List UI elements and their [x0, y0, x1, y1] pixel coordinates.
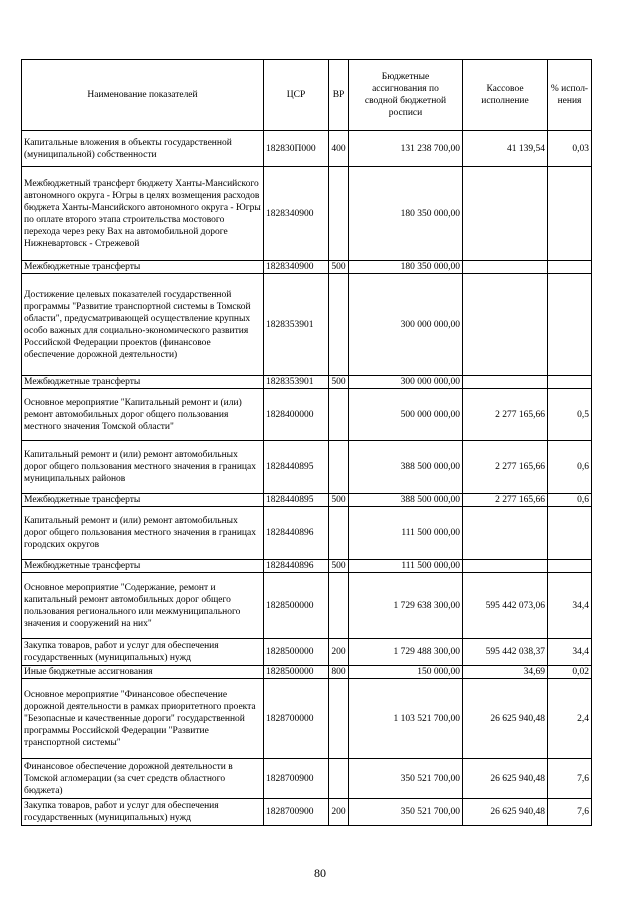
- table-row: [22, 759, 592, 799]
- row-budget: 350 521 700,00: [349, 759, 463, 799]
- header-budget: Бюджетные ассигнования по сводной бюджетной росписи: [349, 60, 463, 131]
- table-row: [22, 494, 592, 507]
- row-pct: 34,4: [548, 639, 592, 666]
- row-pct: [548, 376, 592, 389]
- row-name: Финансовое обеспечение дорожной деятельности в Томской агломерации (за счет средств областного бюджета): [22, 759, 264, 799]
- row-vr: [329, 507, 349, 560]
- row-budget: 388 500 000,00: [349, 441, 463, 494]
- header-name: Наименование показателей: [22, 60, 264, 131]
- table-row: [22, 131, 592, 167]
- row-pct: [548, 507, 592, 560]
- row-name: Иные бюджетные ассигнования: [22, 666, 264, 679]
- row-vr: 800: [329, 666, 349, 679]
- row-cash: 34,69: [463, 666, 548, 679]
- row-csr: 1828340900: [264, 261, 329, 274]
- row-pct: 34,4: [548, 573, 592, 639]
- row-cash: 2 277 165,66: [463, 441, 548, 494]
- row-pct: [548, 167, 592, 261]
- row-vr: [329, 679, 349, 759]
- row-pct: [548, 274, 592, 376]
- row-budget: 111 500 000,00: [349, 507, 463, 560]
- row-csr: 1828440896: [264, 560, 329, 573]
- row-vr: [329, 389, 349, 441]
- row-csr: 1828700900: [264, 759, 329, 799]
- row-name: Межбюджетные трансферты: [22, 494, 264, 507]
- page-number: 80: [314, 866, 326, 880]
- row-vr: 500: [329, 494, 349, 507]
- row-vr: 200: [329, 639, 349, 666]
- row-cash: 2 277 165,66: [463, 389, 548, 441]
- row-cash: 2 277 165,66: [463, 494, 548, 507]
- row-pct: 0,6: [548, 441, 592, 494]
- row-csr: 1828440895: [264, 494, 329, 507]
- table-row: [22, 274, 592, 376]
- row-pct: [548, 560, 592, 573]
- row-pct: 0,5: [548, 389, 592, 441]
- table-header-row: [22, 60, 592, 131]
- table-row: [22, 666, 592, 679]
- row-pct: 0,03: [548, 131, 592, 167]
- row-vr: [329, 759, 349, 799]
- row-cash: 26 625 940,48: [463, 799, 548, 826]
- row-csr: 1828440895: [264, 441, 329, 494]
- row-pct: 2,4: [548, 679, 592, 759]
- row-vr: 200: [329, 799, 349, 826]
- row-cash: [463, 261, 548, 274]
- row-csr: 1828353901: [264, 376, 329, 389]
- row-csr: 1828500000: [264, 639, 329, 666]
- table-row: [22, 389, 592, 441]
- row-vr: 500: [329, 560, 349, 573]
- row-budget: 350 521 700,00: [349, 799, 463, 826]
- row-name: Основное мероприятие "Капитальный ремонт и (или) ремонт автомобильных дорог общего пользования местного значения Томской области": [22, 389, 264, 441]
- row-name: Межбюджетные трансферты: [22, 376, 264, 389]
- row-csr: 1828353901: [264, 274, 329, 376]
- row-vr: 500: [329, 261, 349, 274]
- row-vr: [329, 573, 349, 639]
- row-csr: 1828400000: [264, 389, 329, 441]
- row-vr: [329, 441, 349, 494]
- row-cash: 26 625 940,48: [463, 759, 548, 799]
- budget-table: [21, 59, 592, 826]
- table-row: [22, 639, 592, 666]
- table-row: [22, 261, 592, 274]
- row-cash: 595 442 038,37: [463, 639, 548, 666]
- table-row: [22, 441, 592, 494]
- row-budget: 131 238 700,00: [349, 131, 463, 167]
- row-csr: 1828340900: [264, 167, 329, 261]
- row-cash: [463, 274, 548, 376]
- row-budget: 1 103 521 700,00: [349, 679, 463, 759]
- row-name: Капитальные вложения в объекты государственной (муниципальной) собственности: [22, 131, 264, 167]
- row-pct: 0,02: [548, 666, 592, 679]
- row-csr: 1828440896: [264, 507, 329, 560]
- row-cash: [463, 376, 548, 389]
- row-pct: 7,6: [548, 799, 592, 826]
- row-csr: 1828700900: [264, 799, 329, 826]
- table-row: [22, 799, 592, 826]
- row-budget: 500 000 000,00: [349, 389, 463, 441]
- row-budget: 180 350 000,00: [349, 261, 463, 274]
- row-vr: [329, 274, 349, 376]
- row-name: Капитальный ремонт и (или) ремонт автомобильных дорог общего пользования местного значения в границах муниципальных районов: [22, 441, 264, 494]
- row-budget: 1 729 638 300,00: [349, 573, 463, 639]
- header-csr: ЦСР: [264, 60, 329, 131]
- row-name: Капитальный ремонт и (или) ремонт автомобильных дорог общего пользования местного значения в границах городских округов: [22, 507, 264, 560]
- row-vr: 400: [329, 131, 349, 167]
- row-vr: 500: [329, 376, 349, 389]
- row-pct: 7,6: [548, 759, 592, 799]
- row-cash: 595 442 073,06: [463, 573, 548, 639]
- row-budget: 300 000 000,00: [349, 274, 463, 376]
- row-pct: [548, 261, 592, 274]
- row-budget: 300 000 000,00: [349, 376, 463, 389]
- table-row: [22, 376, 592, 389]
- row-budget: 111 500 000,00: [349, 560, 463, 573]
- row-name: Межбюджетный трансферт бюджету Ханты-Мансийского автономного округа - Югры в целях возмещения расходов бюджета Ханты-Мансийского автономного округа - Югры по оплате второго этапа строительства мостового перехода через реку Вах на автомобильной дороге Нижневартовск - Стрежевой: [22, 167, 264, 261]
- table-row: [22, 560, 592, 573]
- row-name: Закупка товаров, работ и услуг для обеспечения государственных (муниципальных) нужд: [22, 639, 264, 666]
- row-name: Межбюджетные трансферты: [22, 560, 264, 573]
- row-name: Межбюджетные трансферты: [22, 261, 264, 274]
- row-vr: [329, 167, 349, 261]
- row-name: Основное мероприятие "Содержание, ремонт и капитальный ремонт автомобильных дорог общего пользования регионального или межмуниципального значения и сооружений на них": [22, 573, 264, 639]
- header-pct: % испол-нения: [548, 60, 592, 131]
- row-cash: 26 625 940,48: [463, 679, 548, 759]
- row-budget: 388 500 000,00: [349, 494, 463, 507]
- table-row: [22, 167, 592, 261]
- header-cash: Кассовое исполнение: [463, 60, 548, 131]
- row-cash: [463, 560, 548, 573]
- row-csr: 182830П000: [264, 131, 329, 167]
- row-pct: 0,6: [548, 494, 592, 507]
- table-row: [22, 507, 592, 560]
- row-name: Закупка товаров, работ и услуг для обеспечения государственных (муниципальных) нужд: [22, 799, 264, 826]
- row-budget: 150 000,00: [349, 666, 463, 679]
- table-row: [22, 679, 592, 759]
- row-cash: [463, 507, 548, 560]
- row-csr: 1828500000: [264, 573, 329, 639]
- header-vr: ВР: [329, 60, 349, 131]
- row-csr: 1828500000: [264, 666, 329, 679]
- row-budget: 1 729 488 300,00: [349, 639, 463, 666]
- row-cash: [463, 167, 548, 261]
- table-row: [22, 573, 592, 639]
- row-budget: 180 350 000,00: [349, 167, 463, 261]
- row-name: Основное мероприятие "Финансовое обеспечение дорожной деятельности в рамках приоритетного проекта "Безопасные и качественные дороги" государственной программы Российской Федерации "Развитие транспортной системы": [22, 679, 264, 759]
- row-cash: 41 139,54: [463, 131, 548, 167]
- row-csr: 1828700000: [264, 679, 329, 759]
- row-name: Достижение целевых показателей государственной программы "Развитие транспортной системы в Томской области", предусматривающей осуществление крупных особо важных для социально-экономического развития Российской Федерации проектов (финансовое обеспечение дорожной деятельности): [22, 274, 264, 376]
